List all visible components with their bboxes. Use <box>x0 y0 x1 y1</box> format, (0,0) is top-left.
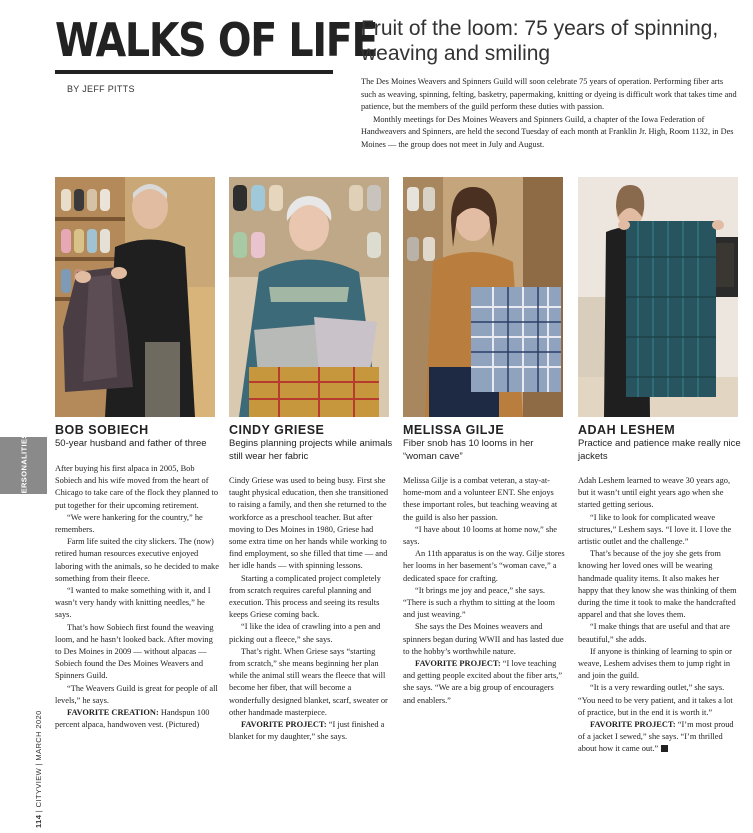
profile-tagline: Practice and patience make really nice jackets <box>578 438 741 462</box>
body-paragraph: “The Weavers Guild is great for people of all levels,” he says. <box>55 683 218 705</box>
profile-name: CINDY GRIESE <box>229 423 325 437</box>
title-rule <box>55 70 333 74</box>
article-headline: Fruit of the loom: 75 years of spinning, weaving and smiling <box>361 17 719 65</box>
photo-cindy-griese <box>229 177 389 417</box>
favorite-text: “I just finished a blanket for my daughter,” she says. <box>229 720 385 742</box>
favorite-label: FAVORITE PROJECT: <box>415 659 501 669</box>
body-paragraph: That’s how Sobiech first found the weaving loom, and he hasn’t looked back. After moving to Des Moines in 2009 — without alpacas — Sobiech found the Des Moines Weavers and Spinners Guild. <box>55 622 214 681</box>
body-paragraph: Farm life suited the city slickers. The (now) retired human resources executive enjoyed laboring with the animals, so he decided to make something from their fleece. <box>55 537 219 583</box>
profile-name: MELISSA GILJE <box>403 423 505 437</box>
section-title: WALKS OF LIFE <box>55 13 378 67</box>
photo-bob-sobiech <box>55 177 215 417</box>
article-intro <box>361 76 737 151</box>
profile-body <box>55 463 219 731</box>
favorite-text: “I love teaching and getting people excited about the fiber arts,” she says. “We are a big group of encouragers and enablers.” <box>403 659 563 705</box>
body-paragraph: An 11th apparatus is on the way. Gilje stores her looms in her basement’s “woman cave,” a dedicated space for crafting. <box>403 549 565 583</box>
body-paragraph: “It brings me joy and peace,” she says. “There is such a rhythm to sitting at the loom and just weaving.” <box>403 585 555 620</box>
body-paragraph: If anyone is thinking of learning to spin or weave, Leshem advises them to jump right in and join the guild. <box>578 646 732 681</box>
body-paragraph: She says the Des Moines weavers and spinners began during WWII and has lasted due to the hobby’s worthwhile nature. <box>403 622 564 656</box>
body-paragraph: After buying his first alpaca in 2005, Bob Sobiech and his wife moved from the heart of Chicago to take care of the flock they planned to put together for their upcoming retirement. <box>55 464 219 510</box>
body-paragraph: Adah Leshem learned to weave 30 years ago, but it wasn’t until eight years ago when she started getting serious. <box>578 476 731 510</box>
profile-tagline: Begins planning projects while animals still wear her fabric <box>229 438 393 462</box>
section-tab <box>0 432 47 499</box>
profile-name: ADAH LESHEM <box>578 423 676 437</box>
byline: BY JEFF PITTS <box>67 84 135 94</box>
favorite-text: Handspun 100 percent alpaca, handwoven vest. (Pictured) <box>55 708 210 730</box>
photo-adah-leshem <box>578 177 738 417</box>
body-paragraph: That’s right. When Griese says “starting from scratch,” she means beginning her plan while the animal still wears the fleece that will become her fiber, that will become a wonderfully designed blanket, scarf, sweater or other handmade masterpiece. <box>229 646 388 717</box>
profile-body <box>403 475 565 707</box>
photo-melissa-gilje <box>403 177 563 417</box>
end-mark <box>661 745 668 752</box>
favorite-label: FAVORITE CREATION: <box>67 708 159 718</box>
intro-paragraph: Monthly meetings for Des Moines Weavers and Spinners Guild, a chapter of the Iowa Federation of Handweavers and Spinners, are held the second Tuesday of each month at Franklin Jr. High, Room 1132, in Des Moines — the group does not meet in July and August. <box>361 114 734 149</box>
body-paragraph: “I like the idea of crawling into a pen and picking out a fleece,” she says. <box>229 622 381 644</box>
profile-name: BOB SOBIECH <box>55 423 149 437</box>
profile-body <box>578 475 740 756</box>
profile-tagline: 50-year husband and father of three <box>55 438 207 449</box>
favorite-label: FAVORITE PROJECT: <box>241 720 327 730</box>
favorite-text: “I’m most proud of a jacket I sewed,” she says. “I’m thrilled about how it came out.” <box>578 720 734 754</box>
favorite-label: FAVORITE PROJECT: <box>590 720 676 730</box>
body-paragraph: Cindy Griese was used to being busy. First she taught physical education, then she transitioned to raising a family, and then she returned to the workforce as a preschool teacher. But after moving to Des Moines in 1980, Griese had some extra time on her hands while working to find employment, so she filled that time — and her idle hands — with spinning lessons. <box>229 476 389 571</box>
body-paragraph: “I make things that are useful and that are beautiful,” she adds. <box>578 622 730 644</box>
body-paragraph: “I have about 10 looms at home now,” she says. <box>403 524 558 547</box>
body-paragraph: Melissa Gilje is a combat veteran, a stay-at-home-mom and a volunteer ENT. She enjoys these important roles, but teaching weaving at the guild is also her passion. <box>403 476 558 522</box>
section-masthead <box>55 13 378 74</box>
body-paragraph: “It is a very rewarding outlet,” she says. “You need to be very patient, and it takes a lot of practice, but in the end it is worth it.” <box>578 683 733 717</box>
body-paragraph: “I like to look for complicated weave structures,” Leshem says. “I love it. I love the artistic outlet and the challenge.” <box>578 512 732 547</box>
publication-name: CITYVIEW <box>34 767 43 808</box>
section-tab-label: PERSONALITIES <box>19 432 28 499</box>
body-paragraph: Starting a complicated project completely from scratch requires careful planning and execution. This process and seeing its results keeps Griese coming back. <box>229 573 381 620</box>
intro-paragraph: The Des Moines Weavers and Spinners Guild will soon celebrate 75 years of operation. Performing fiber arts such as weaving, spinning, felting, basketry, papermaking, knitting or dyeing is difficult work that takes time and patience, but the members of the guild perform these duties with passion. <box>361 77 737 111</box>
page-folio: 114 | CITYVIEW | MARCH 2020 <box>34 710 43 828</box>
issue-date: MARCH 2020 <box>34 710 43 761</box>
body-paragraph: “I wanted to make something with it, and I wasn’t very handy with knitting needles,” he says. <box>55 586 211 620</box>
profile-body <box>229 475 389 743</box>
profile-tagline: Fiber snob has 10 looms in her “woman cave” <box>403 438 534 462</box>
page-number: 114 <box>34 814 43 828</box>
body-paragraph: “We were hankering for the country,” he remembers. <box>55 512 203 535</box>
body-paragraph: That’s because of the joy she gets from knowing her loved ones will be wearing handmade quality items. It also makes her happy that they know she was thinking of them during the time it took to make the handcrafted apparel and that she loves them. <box>578 549 737 620</box>
